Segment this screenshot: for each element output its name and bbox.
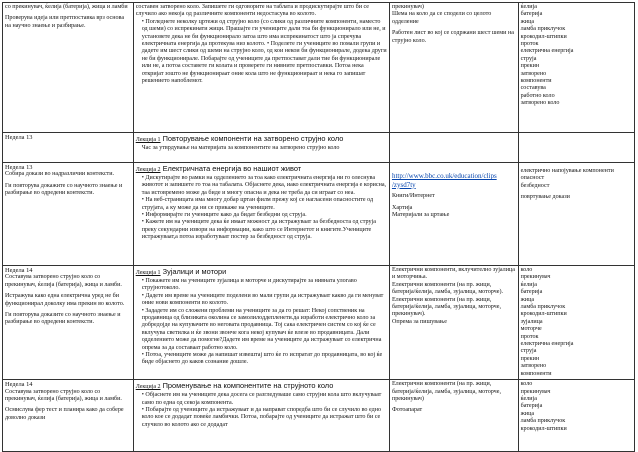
resource-text: прекинувач) [391,4,424,10]
vocab-item: составува [520,85,546,92]
week-label: Недела 14 [5,381,33,389]
vocab-item: жица [520,296,535,303]
resources-cell [389,266,518,380]
vocab-item: електрична енергија [520,341,574,348]
vocab-item: моторче [520,326,542,333]
resource-text: Хартија [391,204,413,211]
objectives-cell [3,163,134,266]
activities-cell [133,3,389,133]
vocab-item: електрично напојување компоненти [520,168,614,174]
resources-cell [389,3,518,133]
activity-text: Час за утврдување на материјата за компонентите на затворено струјно коло [141,145,340,151]
resource-text: Опрема за пишување [391,318,447,325]
vocab-item: електрична енергија [520,48,574,55]
vocab-item: безбедност [520,182,550,189]
lesson-title: Електричната енергија во нашиот живот [162,164,302,173]
resource-text: Книги/Интернет [391,193,435,200]
table-row [3,380,635,452]
table-row [3,266,635,380]
week-label: Недела 13 [5,164,33,171]
vocab-item: струја [520,55,537,62]
resources-cell [389,163,518,266]
objective-text: Ги повторува доказите со научното знаење и разбирање во одредени контексти. [5,312,121,326]
vocab-item: ќелија [520,395,537,402]
table-row [3,133,635,163]
vocab-item: проток [520,333,539,340]
vocab-item: батерија [520,289,543,296]
vocab-item: компоненти [520,370,552,377]
vocab-item: прекин [520,355,540,362]
resource-text: Електрични компоненти, вклучително зујалица и моторчиња. [391,267,515,281]
vocab-item: коло [520,381,533,388]
objective-text: Истражува како една електрична уред не би функционирал доколку има прекин во колото. [5,293,125,307]
vocabulary-cell [518,3,634,133]
activity-text: • На веб-страницата има многу добар цртан филм прежу кој се нагласени опасностите од струјата, а ку може да ни се прикаже на учениците. [141,197,374,211]
vocab-item: работно коло [520,92,555,99]
vocab-item: ламба приклучок [520,26,566,33]
bbc-clip-link[interactable]: http://www.bbc.co.uk/education/clips /zysd7ty [391,172,497,189]
vocab-item: компоненти [520,78,552,85]
vocab-item: повртување докази [520,194,570,201]
lesson-title: Повторување компоненти на затворено струјно коло [162,134,344,143]
activity-text: • Дискутирајте во рамки на одделението за тоа како електричната енергија ни го олеснува животот и запишете го тоа на табалата. Објаснете дека, иако електричната енергија е корисна, таа истовремено може да биде и многу опасна и дека не треба да си играат со неа. [141,175,387,196]
vocab-item: опасност [520,175,545,182]
vocab-item: струја [520,348,537,355]
activities-cell [133,380,389,452]
vocab-item: прекинувач [520,388,551,395]
activity-text: • Информирајте ги учениците како да бидат безбедни од струја. [141,212,307,219]
vocab-item: ламба приклучок [520,418,566,425]
activity-text: • Побарајте од учениците да истражуваат и да направат споредба што би се случило во едно коло кое се додадат повеќе ламбички. Потоа, побарајте од учениците да истражат што би се случило во колото ако се додадат [141,406,382,428]
lesson-number: Лекција 2 [135,384,161,391]
resource-text: Шема на коло да се сподели со целото одделение [391,11,492,25]
lesson-number: Лекција 2 [135,167,161,173]
vocab-item: затворено коло [520,100,560,107]
curriculum-table [2,2,635,452]
vocab-item: ќелија [520,4,537,10]
resource-text: Електрични компоненти (на пр. жици, батерија/ќелија, ламба, зујалица, моторче). [391,281,503,296]
vocab-item: ќелија [520,281,537,288]
activity-text: составен затворено коло. Запишете ги одговорите на таблата и продискутирајте што би се случило ако некоја од различните компоненти недостасува во колото. [135,4,369,18]
vocab-item: проток [520,41,539,48]
table-row [3,3,635,133]
activities-cell [133,266,389,380]
objective-text: Ги повторува докажите со научното знаење и разбирање во одредени контексти. [5,182,123,197]
lesson-title: Зујалици и мотори [162,267,227,276]
activity-text: • Објаснете им на учениците дека досега се разгледуваше само струјни кола што вклучуваат само по една од секоја компонента. [141,392,382,406]
resource-text: Електрични компоненти (на пр. жици, батерија/ќелија, ламба, зујалица, моторче, прекинувач) [391,381,501,402]
table-row [3,163,635,266]
resource-text: Фотоапарат [391,407,423,414]
objective-text: Составува затворено струјно коло со прекинувач, ќелија (батерија), жица и ламби. [5,388,122,402]
activity-text: • Дадете им време на учениците поделени во мали групи да истражуваат какво да ги менуват оние нови компоненти во колото. [141,292,384,307]
activities-cell [133,133,389,163]
vocabulary-cell [518,163,634,266]
week-label: Недела 14 [5,267,33,274]
activities-cell [133,163,389,266]
vocab-item: зујалица [520,318,543,325]
vocab-item: жица [520,18,535,25]
objective-text: Составува затворено струјно коло со прекинувач, ќелија (батерија), жица и ламби. [5,274,122,288]
objective-text: со прекинувач, ќелија (батерија), жица и ламби [5,4,128,10]
vocab-item: прекинувач [520,274,551,281]
activity-text: • Потоа, учениците може да напишат извештај што ќе го испратат до продавницата, во кој ќе биде објаснето до каков сознание дошле. [141,352,383,366]
vocabulary-cell [518,266,634,380]
activity-text: • Погледнете неколку цртежи од струјно коло (со слики од различните компоненти, наместо од шеми) со испрекинати жици. Прашајте ги учениците дали тоа би функционирало или не, и установете дека не би функционирало затоа што има испрекинатост што ја спречува електричната енергија да протекува низ колото. • Поделете ги учениците во помали групи и дадете им шест слики од шеми на струјно коло, од кои некои би функционирале, додека други не би функционирале. Побарајте од учениците да претпостават дали тие би функционирале или не, а потоа составете ги колата и проверете ги нивните претпоставки. Потоа нека откријат зошто не функционираат оние кола што не функционираат и нека го запишат решението напоблемот. [141,18,387,85]
vocab-item: затворено [520,363,547,370]
vocab-item: крокодил-штипки [520,425,567,432]
vocabulary-cell [518,133,634,163]
resource-text: Материјали за цртање [391,212,450,218]
objective-text: Проверува идеја или претпоставка врз основа на научно знаење и разбирање. [5,15,125,29]
vocabulary-cell [518,380,634,452]
lesson-number: Лекција 1 [135,137,161,143]
objective-text: Собира докази во надразличии контексти. [5,171,114,178]
vocab-item: коло [520,267,533,273]
vocab-item: крокодил-штипки [520,33,567,40]
lesson-number: Лекција 1 [135,270,161,276]
resources-cell [389,380,518,452]
vocab-item: батерија [520,403,543,410]
objectives-cell [3,3,134,133]
activity-text: • Покажете им на учениците зујалица и моторче и дискутирајте за нивната улогаво струјнотоколо. [141,278,357,292]
activity-text: • Зададете им со сложени проблеми на учениците за да го решат: Некој сопственик на продавница од близиката околина се замолилоддепленети.да изработи електрично коло за добредојде на купувачите во неговата продавница. Тој сака електричен систем со кој ќе се вклучува светилка и ќе звони звонче кога некој купувач ќе влезе во продавницата. Дали одделението може да помогне?Дадете им време на учениците да истражуваат со електрична опрема за да составаат работно коло. [141,307,382,351]
resource-text: Електрични компоненти (на пр. жици, батерија/ќелија, ламба, зујалица, моторче, прекинувач). [391,296,501,318]
objective-text: Осмислува фер тест и планира како да собере доволно докази [5,407,124,421]
vocab-item: затворено [520,70,547,77]
vocab-item: ламба приклучок [520,304,566,311]
objectives-cell [3,380,134,452]
lesson-title: Променување на компонентите на струјното коло [162,381,334,391]
objectives-cell [3,266,134,380]
resource-text: Работен лист во кој се содржани шест шеми на струјно коло. [391,30,514,44]
activity-text: • Кажете им на учениците дека ќе имаат можност да истражуваат за безбедноста од струја преку секундарни извори на информации, како што се Интернетот и книгите.Учениците истражуваат,а потоа изработуваат постер за безбедност од струја. [141,219,376,241]
vocab-item: крокодил-штипки [520,311,567,318]
vocab-item: жица [520,410,535,417]
resources-cell [389,133,518,163]
vocab-item: батерија [520,11,543,18]
vocab-item: прекин [520,63,540,70]
week-cell [3,133,134,163]
week-label: Недела 13 [5,134,33,141]
